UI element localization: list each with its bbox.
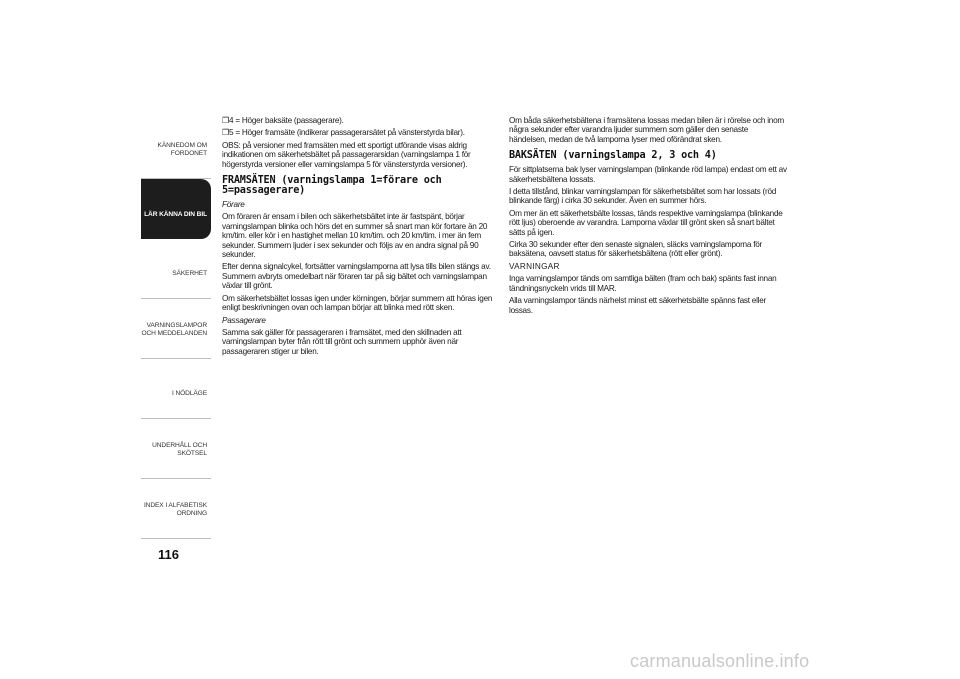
subheading-passenger: Passagerare [222, 315, 266, 325]
section-heading: BAKSÄTEN (varningslampa 2, 3 och 4) [509, 150, 717, 162]
paragraph: I detta tillstånd, blinkar varningslampan för säkerhetsbältet som har lossats (röd blinkande färg) i cirka 30 sekunder. Även en summer hörs. [509, 187, 777, 206]
list-item [222, 128, 500, 137]
tab-index[interactable] [141, 479, 211, 539]
right-column [509, 116, 787, 318]
list-item [222, 116, 500, 125]
tab-lar-kanna-din-bil[interactable] [141, 179, 211, 239]
warning-item: Inga varningslampor tänds om samtliga bälten (fram och bak) spänts fast innan tändningsnyckeln vrids till MAR. [509, 274, 777, 293]
page-number: 116 [158, 547, 179, 562]
section-heading: FRAMSÄTEN (varningslampa 1=förare och 5=passagerare) [222, 175, 442, 197]
tab-sakerhet[interactable] [141, 239, 211, 299]
paragraph: Cirka 30 sekunder efter den senaste signalen, släcks varningslamporna för baksätena, oavsett status för säkerhetsbältena (rött eller grönt). [509, 240, 762, 259]
tab-varningslampor[interactable] [141, 299, 211, 359]
tab-kannedom-om-fordonet[interactable] [141, 119, 211, 179]
tab-underhall-och-skotsel[interactable] [141, 419, 211, 479]
warnings-label: VARNINGAR [509, 261, 560, 271]
paragraph: Efter denna signalcykel, fortsätter varningslamporna att lysa tills bilen stängs av. Summern avbryts omedelbart när föraren tar på sig bältet och varningslampan växlar till grönt. [222, 262, 491, 291]
paragraph: För sittplatserna bak lyser varningslampan (blinkande röd lampa) endast om ett av säkerhetsbältena lossats. [509, 165, 787, 184]
tab-label: I NÖDLÄGE [171, 390, 207, 397]
checkbox-bullet-icon: ❒ [222, 128, 230, 138]
paragraph: Om föraren är ensam i bilen och säkerhetsbältet inte är fastspänt, börjar varningslampan blinka och hörs det en summer så snart man kör fortare än 20 km/tim. eller kör i en hastighet mellan 10 km/tim. och 20 km/tim. i mer än fem sekunder. Summern ljuder i sex sekunder och följs av en andra signal på 90 sekunder. [222, 212, 488, 260]
list-item-text: 5 = Höger framsäte (indikerar passagerarsätet på vänsterstyrda bilar). [229, 128, 465, 138]
watermark: carmanualsonline.info [630, 651, 810, 671]
tab-label: SÄKERHET [172, 270, 207, 277]
checkbox-bullet-icon: ❒ [222, 116, 230, 125]
chapter-sidebar [141, 119, 211, 539]
list-item-text: 4 = Höger baksäte (passagerare). [229, 116, 344, 125]
tab-i-nodlage[interactable] [141, 359, 211, 419]
intro-paragraph: Om båda säkerhetsbältena i framsätena lossas medan bilen är i rörelse och inom några sekunder efter varandra ljuder summern som gäller den senaste händelsen, medan de två lamporna lyser med oförändrat sken. [509, 116, 784, 144]
warning-item: Alla varningslampor tänds närhelst minst ett säkerhetsbälte spänns fast eller lossas. [509, 296, 766, 315]
tab-label: LÄR KÄNNA DIN BIL [144, 211, 207, 218]
paragraph: Om säkerhetsbältet lossas igen under körningen, börjar summern att höras igen enligt beskrivningen ovan och lampan börjar att blinka med rött sken. [222, 293, 493, 313]
tab-label: VARNINGSLAMPOR OCH MEDDELANDEN [141, 322, 207, 337]
left-column [222, 116, 500, 359]
obs-note: OBS: på versioner med framsäten med ett sportigt utförande visas aldrig indikationen om säkerhetsbältet på passagerarsidan (varningslampa 1 för högerstyrda versioner eller varningslampa 5 för vänsterstyrda versioner). [222, 140, 471, 169]
tab-label: INDEX I ALFABETISK ORDNING [143, 502, 207, 517]
tab-label: UNDERHÅLL OCH SKÖTSEL [152, 442, 207, 457]
paragraph: Om mer än ett säkerhetsbälte lossas, tänds respektive varningslampa (blinkande rött ljus) oberoende av varandra. Lamporna växlar till grönt sken så snart bältet sätts på igen. [509, 208, 783, 237]
paragraph: Samma sak gäller för passageraren i framsätet, med den skillnaden att varningslampan byter från rött till grönt och summern upphör även när passageraren stiger ur bilen. [222, 327, 462, 356]
tab-label: KÄNNEDOM OM FORDONET [157, 142, 207, 157]
subheading-driver: Förare [222, 200, 245, 210]
